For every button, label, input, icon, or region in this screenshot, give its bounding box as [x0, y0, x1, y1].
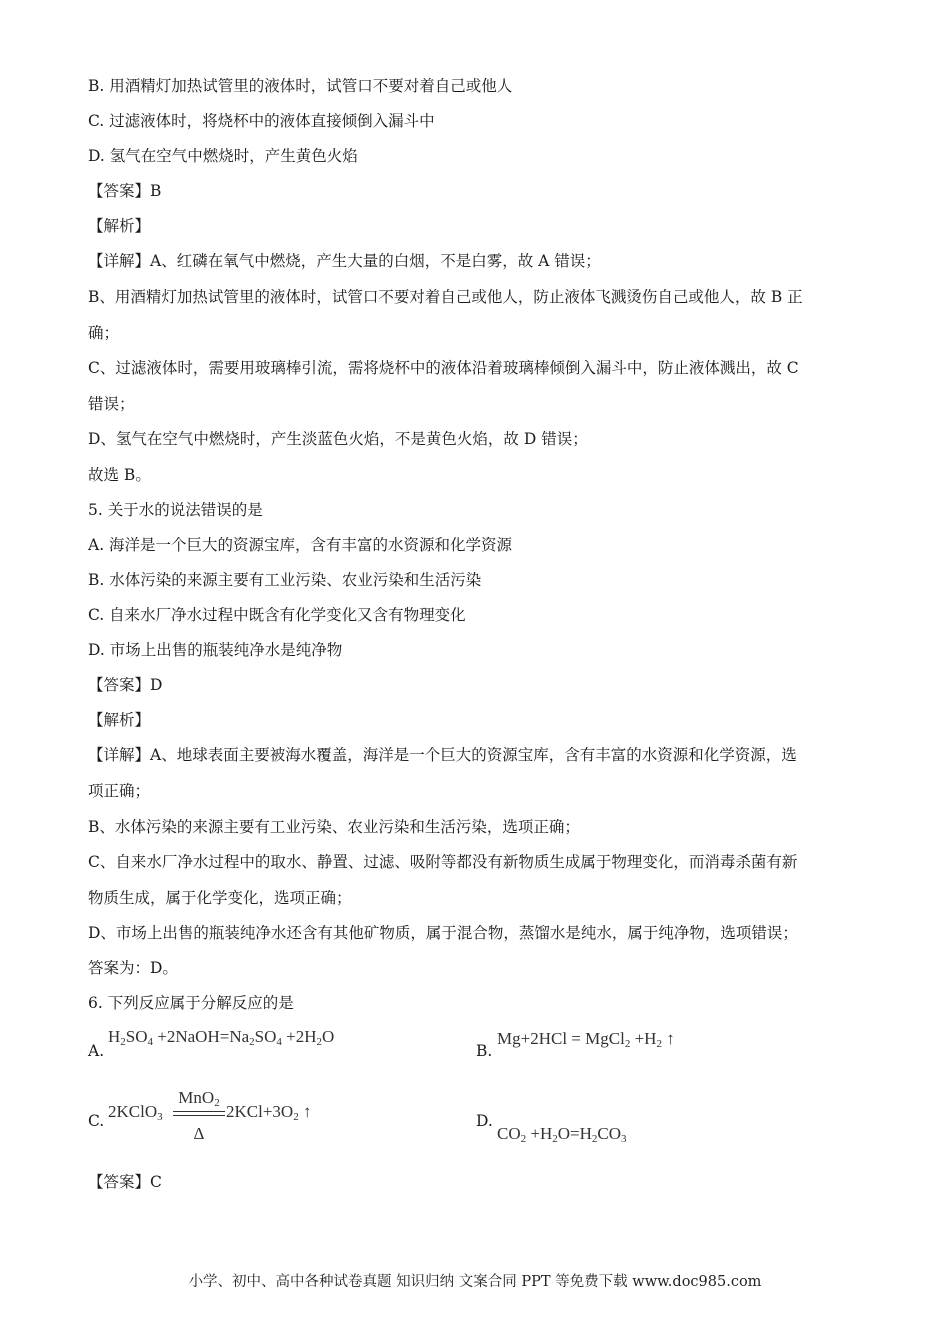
option-a-equation: $H_2SO_4$ $+2NaOH=Na_2SO_4 +2H_2O$	[108, 1027, 335, 1048]
text-line: B. 用酒精灯加热试管里的液体时，试管口不要对着自己或他人	[88, 77, 513, 95]
text-line: C. 过滤液体时，将烧杯中的液体直接倾倒入漏斗中	[88, 112, 435, 130]
equals-line-top	[173, 1111, 225, 1112]
text-line: 错误；	[88, 395, 135, 413]
option-c-heat-symbol: Δ	[193, 1124, 205, 1143]
option-b-label: B.	[476, 1042, 493, 1060]
option-c-equation: 2KClO$_3$	[108, 1102, 163, 1123]
text-line: B. 水体污染的来源主要有工业污染、农业污染和生活污染	[88, 571, 482, 589]
answer-label: 【答案】B	[88, 182, 162, 200]
question-title: 6. 下列反应属于分解反应的是	[88, 994, 294, 1012]
text-line: 【详解】A、红磷在氧气中燃烧，产生大量的白烟，不是白雾，故 A 错误；	[88, 252, 601, 270]
text-line: 故选 B。	[88, 466, 151, 484]
text-line: D. 市场上出售的瓶装纯净水是纯净物	[88, 641, 343, 659]
text-line: 确；	[88, 324, 120, 342]
text-line: C、自来水厂净水过程中的取水、静置、过滤、吸附等都没有新物质生成属于物理变化，而消毒杀菌有新	[88, 853, 798, 871]
text-line: C、过滤液体时，需要用玻璃棒引流，需将烧杯中的液体沿着玻璃棒倾倒入漏斗中，防止液体溅出，故 C	[88, 359, 799, 377]
text-line: B、水体污染的来源主要有工业污染、农业污染和生活污染，选项正确；	[88, 818, 580, 836]
text-line: 【详解】A、地球表面主要被海水覆盖，海洋是一个巨大的资源宝库，含有丰富的水资源和化学资源，选	[88, 746, 797, 764]
answer-label: 【答案】C	[88, 1173, 162, 1191]
text-line: D、氢气在空气中燃烧时，产生淡蓝色火焰，不是黄色火焰，故 D 错误；	[88, 430, 588, 448]
option-c-label: C.	[88, 1112, 105, 1130]
analysis-label: 【解析】	[88, 711, 151, 729]
option-d-equation: $CO_2 +H_2O=H_2CO_3$	[497, 1124, 627, 1145]
text-line: B、用酒精灯加热试管里的液体时，试管口不要对着自己或他人，防止液体飞溅烫伤自己或他人，故 B 正	[88, 288, 803, 306]
text-line: C. 自来水厂净水过程中既含有化学变化又含有物理变化	[88, 606, 466, 624]
text-line: 项正确；	[88, 782, 151, 800]
answer-label: 【答案】D	[88, 676, 163, 694]
option-c-catalyst: MnO$_2$	[178, 1088, 220, 1109]
text-line: D. 氢气在空气中燃烧时，产生黄色火焰	[88, 147, 358, 165]
option-c-products: $2KCl+3O_2$ ↑	[226, 1102, 312, 1123]
option-d-label: D.	[476, 1112, 493, 1130]
equals-line-bottom	[173, 1115, 225, 1116]
text-line: 答案为：D。	[88, 959, 178, 977]
text-line: D、市场上出售的瓶装纯净水还含有其他矿物质，属于混合物，蒸馏水是纯水，属于纯净物，选项错误；	[88, 924, 798, 942]
option-b-equation: Mg+2HCl = MgCl$_2$ $+H_2$ ↑	[497, 1029, 675, 1050]
text-line: A. 海洋是一个巨大的资源宝库，含有丰富的水资源和化学资源	[88, 536, 513, 554]
analysis-label: 【解析】	[88, 217, 151, 235]
text-line: 物质生成，属于化学变化，选项正确；	[88, 889, 352, 907]
option-a-label: A.	[88, 1042, 105, 1060]
question-title: 5. 关于水的说法错误的是	[88, 501, 263, 519]
page-footer: 小学、初中、高中各种试卷真题 知识归纳 文案合同 PPT 等免费下载 www.doc985.com	[188, 1274, 762, 1290]
